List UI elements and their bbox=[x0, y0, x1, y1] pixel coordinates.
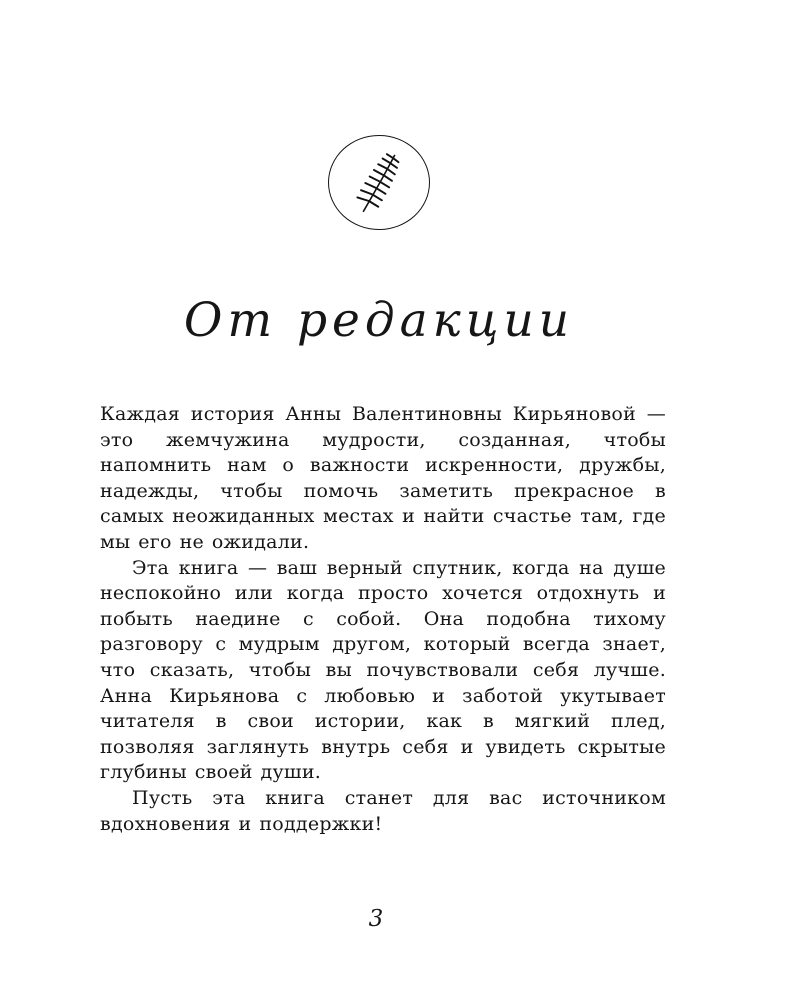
paragraph-2: Эта книга — ваш верный спутник, когда на душе неспокойно или когда просто хочется отдохнуть и побыть наедине с собой. Она подобна тихому разговору с мудрым другом, который всегда знает, что сказать, чтобы вы почувствовали себя лучше. Анна Кирьянова с любовью и заботой укутывает читателя в свои истории, как в мягкий плед, позволяя заглянуть внутрь себя и увидеть скрытые глубины своей души. bbox=[100, 556, 666, 784]
chapter-emblem bbox=[328, 135, 430, 230]
body-text bbox=[100, 402, 666, 837]
page-number: 3 bbox=[368, 906, 384, 932]
paragraph-3: Пусть эта книга станет для вас источником вдохновения и поддержки! bbox=[100, 786, 666, 835]
chapter-title: От редакции bbox=[183, 293, 575, 349]
paragraph-1: Каждая история Анны Валентиновны Кирьяновой — это жемчужина мудрости, созданная, чтобы напомнить нам о важности искренности, дружбы, надежды, чтобы помочь заметить прекрасное в самых неожиданных местах и найти счастье там, где мы его не ожидали. bbox=[100, 403, 666, 553]
fern-leaf-icon bbox=[343, 146, 415, 220]
